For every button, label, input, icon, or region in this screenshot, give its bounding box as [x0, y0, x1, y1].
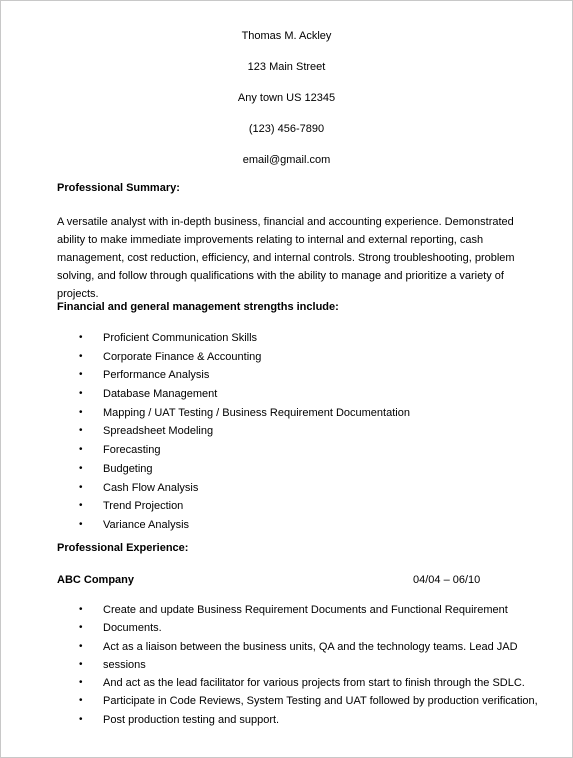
- list-item-text: Forecasting: [103, 444, 161, 457]
- strengths-list: [79, 329, 410, 535]
- bullet-icon: •: [79, 677, 83, 689]
- experience-list: [79, 601, 538, 729]
- bullet-icon: •: [79, 444, 83, 456]
- summary-text: A versatile analyst with in-depth business, financial and accounting experience. Demonstrated ability to make immediate improvements relating to internal and external reporting, cash management, cost reduction, efficiency, and internal controls. Strong troubleshooting, problem solving, and follow through qualifications with the ability to manage and prioritize a variety of projects.: [57, 216, 515, 300]
- list-item: [79, 422, 410, 441]
- list-item-text: Create and update Business Requirement Documents and Functional Requirement: [103, 604, 508, 616]
- bullet-icon: •: [79, 406, 83, 418]
- list-item: [79, 711, 538, 729]
- list-item: [79, 638, 538, 656]
- list-item-text: Spreadsheet Modeling: [103, 425, 214, 438]
- list-item-text: Documents.: [103, 622, 162, 635]
- applicant-name: Thomas M. Ackley: [241, 30, 332, 42]
- summary-heading: Professional Summary:: [57, 182, 180, 194]
- list-item-text: Database Management: [103, 388, 218, 401]
- list-item-text: Participate in Code Reviews, System Testing and UAT followed by production verification,: [103, 695, 538, 708]
- bullet-icon: •: [79, 658, 83, 670]
- bullet-icon: •: [79, 350, 83, 362]
- list-item: [79, 348, 410, 367]
- list-item-text: Mapping / UAT Testing / Business Requirement Documentation: [103, 406, 410, 419]
- list-item-text: Cash Flow Analysis: [103, 481, 199, 494]
- street-address: 123 Main Street: [247, 61, 326, 73]
- list-item: [79, 329, 410, 348]
- list-item-text: Budgeting: [103, 462, 153, 475]
- list-item: [79, 479, 410, 498]
- contact-block: [1, 25, 572, 180]
- bullet-icon: •: [79, 481, 83, 493]
- list-item-text: Corporate Finance & Accounting: [103, 350, 262, 363]
- list-item-text: And act as the lead facilitator for various projects from start to finish through the SDLC.: [103, 677, 525, 690]
- bullet-icon: •: [79, 369, 83, 381]
- phone-number: (123) 456-7890: [248, 123, 325, 135]
- list-item: [79, 385, 410, 404]
- list-item-text: Post production testing and support.: [103, 713, 280, 726]
- city-address: Any town US 12345: [237, 92, 336, 104]
- bullet-icon: •: [79, 500, 83, 512]
- bullet-icon: •: [79, 713, 83, 725]
- bullet-icon: •: [79, 695, 83, 707]
- bullet-icon: •: [79, 622, 83, 634]
- list-item: [79, 601, 538, 619]
- experience-heading: Professional Experience:: [57, 542, 189, 554]
- list-item: [79, 460, 410, 479]
- bullet-icon: •: [79, 425, 83, 437]
- list-item: [79, 692, 538, 710]
- list-item-text: sessions: [103, 658, 146, 671]
- employment-dates: 04/04 – 06/10: [413, 574, 481, 586]
- bullet-icon: •: [79, 388, 83, 400]
- bullet-icon: •: [79, 604, 83, 615]
- list-item-text: Performance Analysis: [103, 369, 210, 382]
- list-item: [79, 366, 410, 385]
- list-item-text: Act as a liaison between the business units, QA and the technology teams. Lead JAD: [103, 640, 518, 653]
- bullet-icon: •: [79, 462, 83, 474]
- list-item: [79, 619, 538, 637]
- list-item-text: Proficient Communication Skills: [103, 332, 258, 344]
- email-address: email@gmail.com: [242, 154, 331, 166]
- list-item: [79, 497, 410, 516]
- strengths-heading: Financial and general management strengths include:: [57, 301, 339, 313]
- list-item: [79, 516, 410, 535]
- list-item: [79, 404, 410, 423]
- list-item: [79, 656, 538, 674]
- bullet-icon: •: [79, 640, 83, 652]
- list-item: [79, 674, 538, 692]
- list-item: [79, 441, 410, 460]
- company-name: ABC Company: [57, 574, 135, 586]
- list-item-text: Trend Projection: [103, 500, 184, 513]
- bullet-icon: •: [79, 518, 83, 530]
- bullet-icon: •: [79, 332, 83, 343]
- list-item-text: Variance Analysis: [103, 518, 190, 531]
